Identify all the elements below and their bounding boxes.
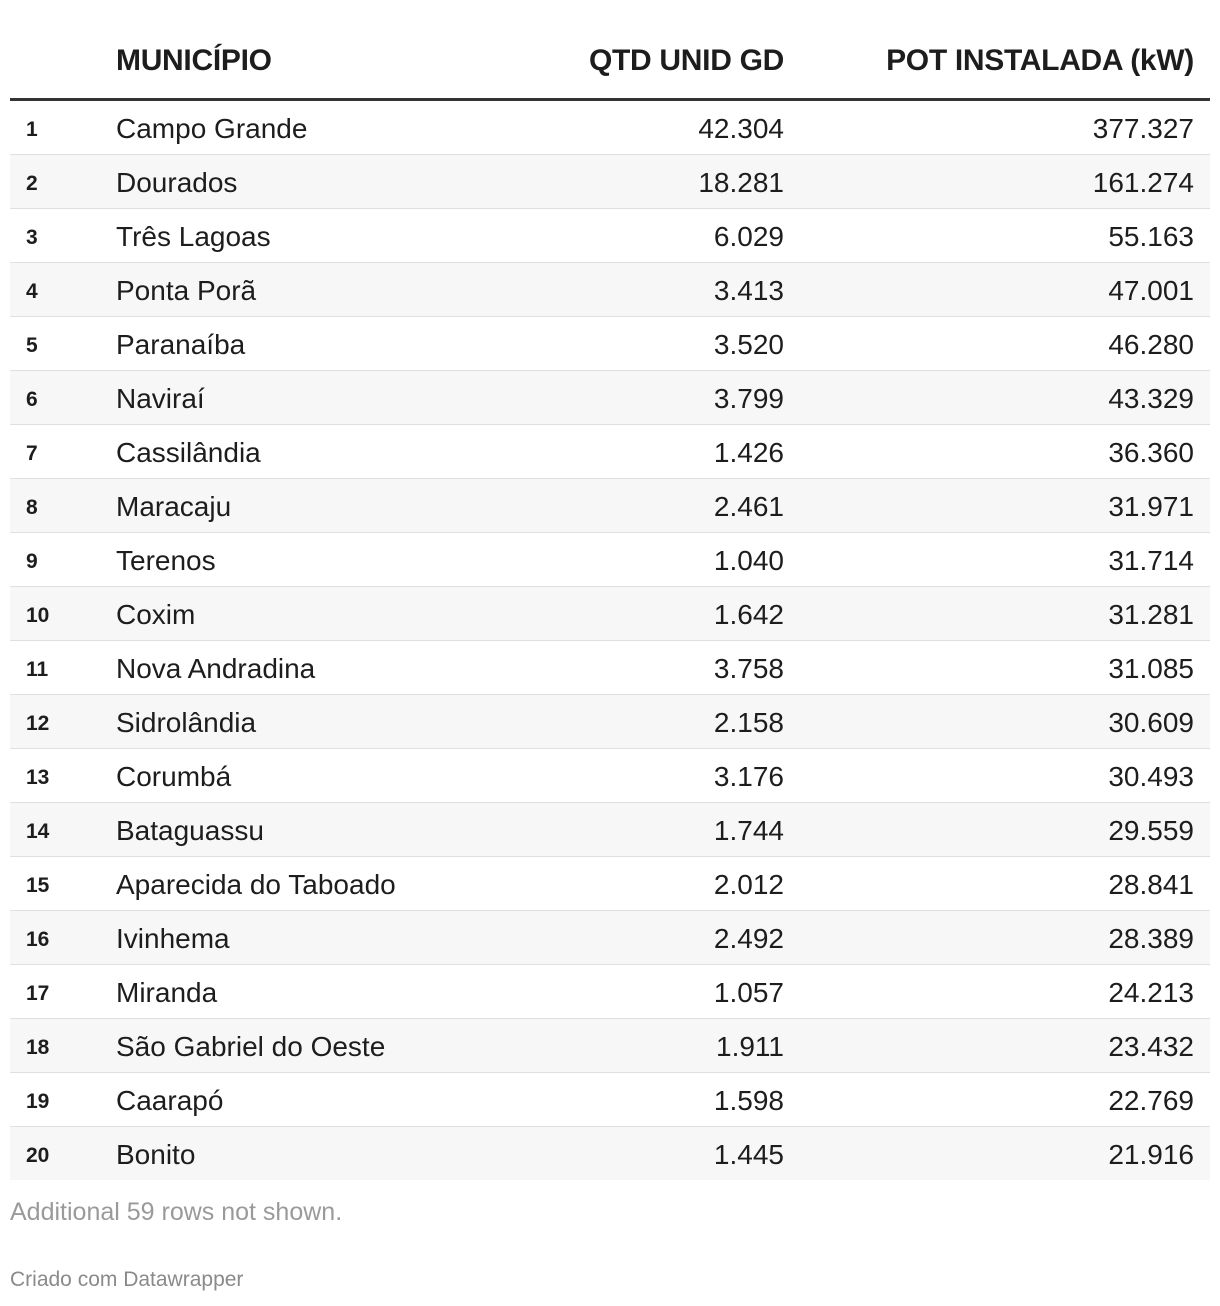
rank-cell: 9: [26, 550, 38, 573]
rank-cell: 19: [26, 1090, 50, 1113]
pot-instalada-cell: 55.163: [1108, 221, 1194, 252]
table-row: [10, 101, 1210, 155]
municipio-cell: Maracaju: [116, 491, 232, 522]
rank-cell: 11: [26, 658, 49, 681]
rank-cell: 17: [26, 982, 50, 1005]
table-row: [10, 317, 1210, 371]
qtd-unid-gd-cell: 1.426: [713, 437, 784, 468]
table-row: [10, 425, 1210, 479]
qtd-unid-gd-cell: 3.799: [713, 383, 784, 414]
rank-cell: 10: [26, 604, 50, 627]
table-body: [10, 101, 1210, 1180]
qtd-unid-gd-cell: 3.413: [713, 275, 784, 306]
qtd-unid-gd-cell: 1.642: [713, 599, 784, 630]
municipio-cell: São Gabriel do Oeste: [116, 1031, 386, 1062]
municipio-cell: Dourados: [116, 167, 238, 198]
table-row: [10, 911, 1210, 965]
rank-cell: 4: [26, 280, 38, 303]
pot-instalada-cell: 36.360: [1108, 437, 1194, 468]
pot-instalada-cell: 23.432: [1108, 1031, 1194, 1062]
municipio-cell: Naviraí: [116, 383, 205, 414]
pot-instalada-cell: 377.327: [1092, 113, 1194, 144]
pot-instalada-cell: 30.609: [1108, 707, 1194, 738]
table-row: [10, 965, 1210, 1019]
rank-cell: 14: [26, 820, 50, 843]
qtd-unid-gd-cell: 3.176: [713, 761, 784, 792]
rank-cell: 2: [26, 172, 38, 195]
qtd-unid-gd-cell: 42.304: [698, 113, 784, 144]
qtd-unid-gd-cell: 1.744: [713, 815, 784, 846]
municipio-cell: Ivinhema: [116, 923, 230, 954]
municipio-cell: Caarapó: [116, 1085, 224, 1116]
pot-instalada-cell: 28.389: [1108, 923, 1194, 954]
qtd-unid-gd-cell: 3.758: [713, 653, 784, 684]
qtd-unid-gd-cell: 1.057: [713, 977, 784, 1008]
municipio-cell: Bataguassu: [116, 815, 264, 846]
pot-instalada-cell: 30.493: [1108, 761, 1194, 792]
municipio-cell: Campo Grande: [116, 113, 308, 144]
municipio-cell: Coxim: [116, 599, 196, 630]
table-row: [10, 641, 1210, 695]
qtd-unid-gd-cell: 1.598: [713, 1085, 784, 1116]
qtd-unid-gd-cell: 1.040: [713, 545, 784, 576]
municipio-cell: Terenos: [116, 545, 216, 576]
rank-cell: 6: [26, 388, 38, 411]
table-row: [10, 587, 1210, 641]
table-row: [10, 1019, 1210, 1073]
pot-instalada-cell: 31.971: [1108, 491, 1194, 522]
table-row: [10, 1127, 1210, 1180]
qtd-unid-gd-cell: 2.012: [713, 869, 784, 900]
pot-instalada-cell: 46.280: [1108, 329, 1194, 360]
municipio-cell: Corumbá: [116, 761, 232, 792]
rank-cell: 13: [26, 766, 50, 789]
rank-cell: 5: [26, 334, 38, 357]
table-row: [10, 695, 1210, 749]
column-header-qtd-unid-gd[interactable]: QTD UNID GD: [588, 44, 784, 77]
municipio-cell: Cassilândia: [116, 437, 261, 468]
municipio-cell: Nova Andradina: [116, 653, 316, 684]
rank-cell: 15: [26, 874, 50, 897]
qtd-unid-gd-cell: 1.445: [713, 1139, 784, 1170]
rank-cell: 7: [26, 442, 38, 465]
credit-line: Criado com Datawrapper: [10, 1268, 244, 1291]
pot-instalada-cell: 47.001: [1108, 275, 1194, 306]
rank-cell: 20: [26, 1144, 50, 1167]
rank-cell: 3: [26, 226, 38, 249]
pot-instalada-cell: 21.916: [1108, 1139, 1194, 1170]
municipio-cell: Bonito: [116, 1139, 196, 1170]
table-row: [10, 857, 1210, 911]
pot-instalada-cell: 43.329: [1108, 383, 1194, 414]
table-row: [10, 263, 1210, 317]
qtd-unid-gd-cell: 2.492: [713, 923, 784, 954]
municipio-cell: Três Lagoas: [116, 221, 271, 252]
table-row: [10, 371, 1210, 425]
table-row: [10, 209, 1210, 263]
pot-instalada-cell: 29.559: [1108, 815, 1194, 846]
municipio-cell: Miranda: [116, 977, 218, 1008]
table-row: [10, 155, 1210, 209]
municipio-cell: Ponta Porã: [116, 275, 257, 306]
data-table: [10, 0, 1210, 1180]
qtd-unid-gd-cell: 6.029: [713, 221, 784, 252]
table-row: [10, 479, 1210, 533]
pot-instalada-cell: 22.769: [1108, 1085, 1194, 1116]
rank-cell: 18: [26, 1036, 50, 1059]
column-header-pot-instalada[interactable]: POT INSTALADA (kW): [886, 44, 1194, 77]
rank-cell: 16: [26, 928, 50, 951]
table-row: [10, 803, 1210, 857]
qtd-unid-gd-cell: 3.520: [713, 329, 784, 360]
qtd-unid-gd-cell: 2.461: [713, 491, 784, 522]
table-notes: Additional 59 rows not shown.: [10, 1198, 343, 1226]
municipio-cell: Sidrolândia: [116, 707, 257, 738]
pot-instalada-cell: 31.085: [1108, 653, 1194, 684]
pot-instalada-cell: 161.274: [1092, 167, 1194, 198]
pot-instalada-cell: 24.213: [1108, 977, 1194, 1008]
pot-instalada-cell: 28.841: [1108, 869, 1194, 900]
qtd-unid-gd-cell: 18.281: [698, 167, 784, 198]
table-row: [10, 749, 1210, 803]
qtd-unid-gd-cell: 2.158: [713, 707, 784, 738]
table-row: [10, 1073, 1210, 1127]
municipio-cell: Paranaíba: [116, 329, 246, 360]
rank-cell: 12: [26, 712, 50, 735]
table-row: [10, 533, 1210, 587]
table-header: [10, 0, 1210, 101]
qtd-unid-gd-cell: 1.911: [716, 1031, 784, 1062]
pot-instalada-cell: 31.714: [1108, 545, 1194, 576]
rank-cell: 8: [26, 496, 38, 519]
column-header-municipio[interactable]: MUNICÍPIO: [116, 44, 272, 77]
pot-instalada-cell: 31.281: [1108, 599, 1194, 630]
municipio-cell: Aparecida do Taboado: [116, 869, 396, 900]
rank-cell: 1: [26, 118, 38, 141]
